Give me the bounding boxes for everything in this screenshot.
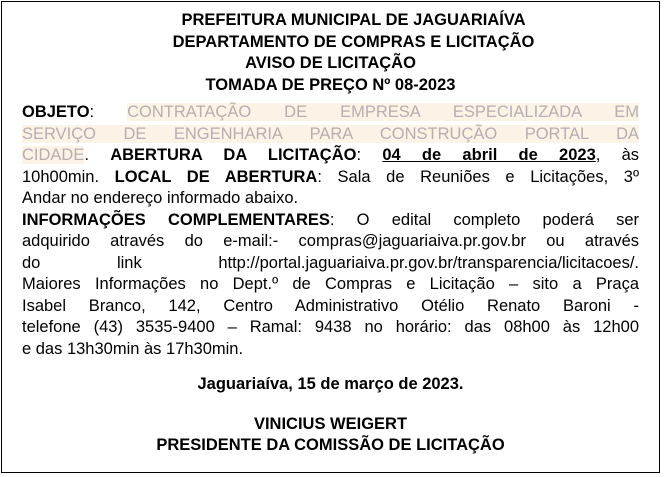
abertura-label: ABERTURA DA LICITAÇÃO <box>110 146 357 164</box>
objeto-line-2 <box>22 124 639 146</box>
objeto-line-3 <box>22 145 639 167</box>
info-line-1-rest: : O edital completo poderá ser <box>329 210 640 229</box>
info-line-6: telefone (43) 3535-9400 – Ramal: 9438 no horário: das 08h00 às 12h00 <box>22 318 639 336</box>
abertura-time: 10h00min. <box>22 167 115 186</box>
info-label: INFORMAÇÕES COMPLEMENTARES <box>22 210 330 229</box>
header-line-departamento: DEPARTAMENTO DE COMPRAS E LICITAÇÃO <box>172 32 535 51</box>
objeto-desc-2: SERVIÇO DE ENGENHARIA PARA CONSTRUÇÃO PORTAL DA <box>22 124 639 143</box>
objeto-separator: : <box>89 103 128 121</box>
notice-body <box>22 102 639 360</box>
notice-header <box>2 10 659 96</box>
signature-block <box>2 414 659 456</box>
notice-border <box>1 1 660 473</box>
info-line-3: do link http://portal.jaguariaiva.pr.gov.br/transparencia/licitacoes/. <box>22 253 639 272</box>
objeto-line-4 <box>22 167 639 189</box>
abertura-separator: : <box>356 146 383 164</box>
info-line-4: Maiores Informações no Dept.º de Compras e Licitação – sito a Praça <box>22 275 639 293</box>
local-text: : Sala de Reuniões e Licitações, 3º <box>317 167 639 186</box>
objeto-desc-1: CONTRATAÇÃO DE EMPRESA ESPECIALIZADA EM <box>127 103 639 121</box>
header-line-prefeitura: PREFEITURA MUNICIPAL DE JAGUARIAÍVA <box>181 11 526 29</box>
header-line-tomada: TOMADA DE PREÇO Nº 08-2023 <box>205 75 456 94</box>
abertura-rest: , às <box>595 146 640 164</box>
info-line-7: e das 13h30min às 17h30min. <box>22 339 244 358</box>
objeto-desc-3: CIDADE <box>22 146 85 164</box>
signature-name: VINICIUS WEIGERT <box>253 415 408 433</box>
header-line-aviso: AVISO DE LICITAÇÃO <box>245 54 416 72</box>
abertura-date: 04 de abril de 2023 <box>382 146 596 164</box>
objeto-line-1 <box>22 102 639 124</box>
signature-title: PRESIDENTE DA COMISSÃO DE LICITAÇÃO <box>156 436 505 454</box>
info-line-2: adquirido através do e-mail:- compras@jaguariaiva.pr.gov.br ou através <box>22 232 639 250</box>
info-line-1 <box>22 210 639 232</box>
info-line-5: Isabel Branco, 142, Centro Administrativo Otélio Renato Baroni - <box>22 296 639 315</box>
local-label: LOCAL DE ABERTURA <box>114 167 318 186</box>
objeto-line-5: Andar no endereço informado abaixo. <box>22 189 299 207</box>
objeto-label: OBJETO <box>22 103 90 121</box>
date-line: Jaguariaíva, 15 de março de 2023. <box>197 375 464 393</box>
objeto-after: . <box>84 146 111 164</box>
